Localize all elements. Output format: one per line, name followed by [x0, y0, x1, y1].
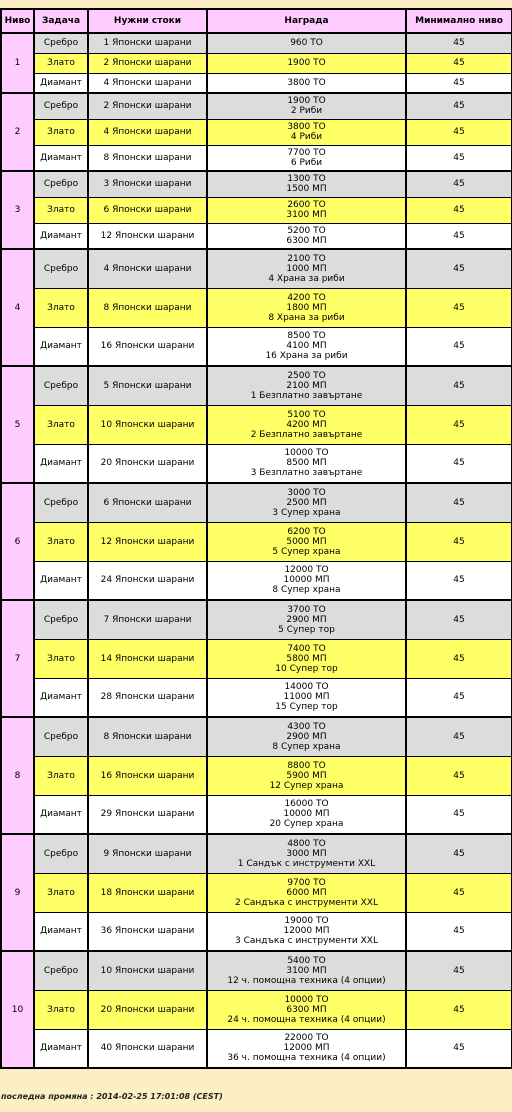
task-tier-gold: Злато: [34, 405, 88, 444]
reward-line: 14000 ТО: [284, 682, 329, 693]
task-tier-silver: Сребро: [34, 834, 88, 873]
header-reward: Награда: [207, 9, 406, 33]
table-body: [1, 33, 512, 1068]
table-row: [1, 1029, 512, 1068]
task-tier-diamond: Диамант: [34, 327, 88, 366]
reward-line: 5000 МП: [286, 536, 327, 547]
reward-cell: [207, 171, 406, 197]
min-level-cell: 45: [406, 444, 512, 483]
reward-line: 5 Супер тор: [278, 624, 335, 635]
reward-line: 6300 МП: [286, 1004, 327, 1015]
task-tier-diamond: Диамант: [34, 145, 88, 171]
table-row: [1, 93, 512, 119]
min-level-cell: 45: [406, 171, 512, 197]
min-level-cell: 45: [406, 145, 512, 171]
rewards-table: [0, 8, 512, 1069]
table-row: [1, 834, 512, 873]
reward-cell: [207, 639, 406, 678]
reward-line: 12000 ТО: [284, 565, 329, 576]
task-tier-silver: Сребро: [34, 600, 88, 639]
min-level-cell: 45: [406, 288, 512, 327]
reward-line: 12000 МП: [283, 926, 330, 937]
required-goods-cell: 10 Японски шарани: [88, 951, 207, 990]
table-row: [1, 223, 512, 249]
required-goods-cell: 8 Японски шарани: [88, 288, 207, 327]
table-row: [1, 145, 512, 171]
required-goods-cell: 20 Японски шарани: [88, 990, 207, 1029]
table-row: [1, 522, 512, 561]
reward-cell: [207, 912, 406, 951]
level-cell: 8: [1, 717, 34, 834]
reward-cell: [207, 327, 406, 366]
reward-cell: [207, 1029, 406, 1068]
required-goods-cell: 12 Японски шарани: [88, 223, 207, 249]
table-row: [1, 171, 512, 197]
required-goods-cell: 10 Японски шарани: [88, 405, 207, 444]
min-level-cell: 45: [406, 717, 512, 756]
reward-line: 5 Супер храна: [272, 546, 341, 557]
reward-line: 6300 МП: [286, 235, 327, 246]
required-goods-cell: 20 Японски шарани: [88, 444, 207, 483]
reward-line: 2100 МП: [286, 380, 327, 391]
required-goods-cell: 28 Японски шарани: [88, 678, 207, 717]
task-tier-gold: Злато: [34, 522, 88, 561]
required-goods-cell: 2 Японски шарани: [88, 93, 207, 119]
reward-line: 16000 ТО: [284, 799, 329, 810]
reward-line: 4 Риби: [290, 132, 323, 142]
reward-cell: [207, 288, 406, 327]
reward-line: 5400 ТО: [287, 955, 326, 966]
min-level-cell: 45: [406, 561, 512, 600]
reward-line: 19000 ТО: [284, 916, 329, 927]
table-row: [1, 678, 512, 717]
level-cell: 6: [1, 483, 34, 600]
task-tier-gold: Злато: [34, 873, 88, 912]
table-row: [1, 288, 512, 327]
task-tier-silver: Сребро: [34, 483, 88, 522]
required-goods-cell: 4 Японски шарани: [88, 119, 207, 145]
required-goods-cell: 3 Японски шарани: [88, 171, 207, 197]
min-level-cell: 45: [406, 951, 512, 990]
level-cell: 10: [1, 951, 34, 1068]
table-row: [1, 717, 512, 756]
task-tier-diamond: Диамант: [34, 561, 88, 600]
reward-line: 6000 МП: [286, 887, 327, 898]
required-goods-cell: 8 Японски шарани: [88, 145, 207, 171]
required-goods-cell: 4 Японски шарани: [88, 249, 207, 288]
required-goods-cell: 16 Японски шарани: [88, 327, 207, 366]
task-tier-diamond: Диамант: [34, 1029, 88, 1068]
min-level-cell: 45: [406, 197, 512, 223]
reward-line: 7400 ТО: [287, 643, 326, 654]
reward-line: 5200 ТО: [287, 225, 326, 236]
required-goods-cell: 4 Японски шарани: [88, 73, 207, 93]
level-cell: 5: [1, 366, 34, 483]
min-level-cell: 45: [406, 405, 512, 444]
reward-line: 2600 ТО: [287, 200, 326, 210]
min-level-cell: 45: [406, 639, 512, 678]
reward-line: 3800 ТО: [287, 77, 326, 88]
reward-line: 12 Супер храна: [269, 780, 344, 791]
required-goods-cell: 6 Японски шарани: [88, 483, 207, 522]
reward-cell: [207, 717, 406, 756]
reward-cell: [207, 223, 406, 249]
last-modified-note: последна промяна : 2014-02-25 17:01:08 (CEST): [1, 1092, 223, 1101]
table-row: [1, 249, 512, 288]
header-goods: Нужни стоки: [88, 9, 207, 33]
required-goods-cell: 2 Японски шарани: [88, 53, 207, 73]
reward-line: 5100 ТО: [287, 409, 326, 420]
min-level-cell: 45: [406, 600, 512, 639]
reward-line: 5900 МП: [286, 770, 327, 781]
reward-line: 8800 ТО: [287, 760, 326, 771]
task-tier-silver: Сребро: [34, 951, 88, 990]
reward-line: 10000 ТО: [284, 994, 329, 1005]
level-cell: 7: [1, 600, 34, 717]
task-tier-gold: Злато: [34, 639, 88, 678]
reward-line: 12 ч. помощна техника (4 опции): [227, 975, 386, 986]
reward-line: 8500 ТО: [287, 331, 326, 342]
reward-cell: [207, 197, 406, 223]
required-goods-cell: 1 Японски шарани: [88, 33, 207, 53]
reward-line: 1 Безплатно завъртане: [250, 390, 363, 401]
reward-line: 1300 ТО: [287, 174, 326, 185]
reward-line: 3 Сандъка с инструменти XXL: [235, 936, 378, 947]
required-goods-cell: 18 Японски шарани: [88, 873, 207, 912]
table-row: [1, 639, 512, 678]
required-goods-cell: 9 Японски шарани: [88, 834, 207, 873]
reward-cell: [207, 73, 406, 93]
reward-line: 4300 ТО: [287, 721, 326, 732]
task-tier-silver: Сребро: [34, 33, 88, 53]
reward-cell: [207, 33, 406, 53]
required-goods-cell: 7 Японски шарани: [88, 600, 207, 639]
table-row: [1, 327, 512, 366]
reward-line: 20 Супер храна: [269, 819, 344, 830]
min-level-cell: 45: [406, 795, 512, 834]
table-row: [1, 366, 512, 405]
reward-line: 3100 МП: [286, 965, 327, 976]
reward-line: 24 ч. помощна техника (4 опции): [227, 1014, 386, 1025]
reward-line: 36 ч. помощна техника (4 опции): [227, 1053, 386, 1064]
reward-line: 8500 МП: [286, 458, 327, 469]
reward-line: 4200 ТО: [287, 292, 326, 303]
reward-line: 22000 ТО: [284, 1033, 329, 1044]
min-level-cell: 45: [406, 366, 512, 405]
min-level-cell: 45: [406, 483, 512, 522]
table-row: [1, 561, 512, 600]
task-tier-diamond: Диамант: [34, 444, 88, 483]
reward-cell: [207, 990, 406, 1029]
reward-line: 4100 МП: [286, 341, 327, 352]
reward-cell: [207, 53, 406, 73]
min-level-cell: 45: [406, 678, 512, 717]
reward-line: 10000 МП: [283, 575, 330, 586]
reward-line: 8 Храна за риби: [268, 312, 345, 323]
task-tier-diamond: Диамант: [34, 223, 88, 249]
level-cell: 2: [1, 93, 34, 171]
reward-line: 11000 МП: [283, 692, 330, 703]
required-goods-cell: 8 Японски шарани: [88, 717, 207, 756]
table-row: [1, 444, 512, 483]
table-row: [1, 33, 512, 53]
reward-cell: [207, 444, 406, 483]
min-level-cell: 45: [406, 33, 512, 53]
min-level-cell: 45: [406, 119, 512, 145]
task-tier-gold: Злато: [34, 990, 88, 1029]
reward-line: 10000 МП: [283, 809, 330, 820]
task-tier-gold: Злато: [34, 53, 88, 73]
level-cell: 4: [1, 249, 34, 366]
table-row: [1, 873, 512, 912]
min-level-cell: 45: [406, 834, 512, 873]
min-level-cell: 45: [406, 249, 512, 288]
min-level-cell: 45: [406, 327, 512, 366]
task-tier-gold: Злато: [34, 756, 88, 795]
reward-line: 5800 МП: [286, 653, 327, 664]
table-row: [1, 53, 512, 73]
required-goods-cell: 36 Японски шарани: [88, 912, 207, 951]
reward-line: 6200 ТО: [287, 526, 326, 537]
reward-line: 4 Храна за риби: [268, 273, 345, 284]
min-level-cell: 45: [406, 53, 512, 73]
reward-cell: [207, 795, 406, 834]
reward-cell: [207, 483, 406, 522]
task-tier-silver: Сребро: [34, 171, 88, 197]
reward-line: 15 Супер тор: [275, 702, 338, 713]
header-task: Задача: [34, 9, 88, 33]
required-goods-cell: 6 Японски шарани: [88, 197, 207, 223]
reward-line: 3800 ТО: [287, 122, 326, 132]
table-row: [1, 73, 512, 93]
min-level-cell: 45: [406, 522, 512, 561]
reward-line: 1800 МП: [286, 302, 327, 313]
reward-line: 960 ТО: [290, 38, 323, 49]
rewards-table-wrapper: [0, 8, 511, 1069]
reward-line: 2 Сандъка с инструменти XXL: [235, 897, 378, 908]
reward-cell: [207, 951, 406, 990]
reward-line: 4200 МП: [286, 419, 327, 430]
reward-line: 2900 МП: [286, 614, 327, 625]
required-goods-cell: 14 Японски шарани: [88, 639, 207, 678]
level-cell: 1: [1, 33, 34, 93]
reward-line: 2900 МП: [286, 731, 327, 742]
task-tier-silver: Сребро: [34, 249, 88, 288]
min-level-cell: 45: [406, 93, 512, 119]
reward-line: 1 Сандък с инструменти XXL: [237, 858, 376, 869]
table-row: [1, 912, 512, 951]
table-row: [1, 483, 512, 522]
table-row: [1, 951, 512, 990]
reward-cell: [207, 119, 406, 145]
reward-line: 10 Супер тор: [275, 663, 338, 674]
reward-line: 12000 МП: [283, 1043, 330, 1054]
reward-line: 3 Безплатно завъртане: [250, 468, 363, 479]
reward-line: 1500 МП: [286, 184, 327, 195]
min-level-cell: 45: [406, 223, 512, 249]
min-level-cell: 45: [406, 873, 512, 912]
reward-line: 4800 ТО: [287, 838, 326, 849]
reward-line: 3000 МП: [286, 848, 327, 859]
reward-line: 8 Супер храна: [272, 741, 341, 752]
reward-line: 16 Храна за риби: [265, 351, 348, 362]
reward-cell: [207, 873, 406, 912]
min-level-cell: 45: [406, 73, 512, 93]
task-tier-silver: Сребро: [34, 366, 88, 405]
task-tier-diamond: Диамант: [34, 795, 88, 834]
reward-cell: [207, 145, 406, 171]
reward-line: 7700 ТО: [287, 147, 326, 158]
reward-line: 2 Безплатно завъртане: [250, 429, 363, 440]
table-row: [1, 119, 512, 145]
header-min-level: Минимално ниво: [406, 9, 512, 33]
task-tier-diamond: Диамант: [34, 912, 88, 951]
reward-cell: [207, 678, 406, 717]
task-tier-diamond: Диамант: [34, 678, 88, 717]
required-goods-cell: 29 Японски шарани: [88, 795, 207, 834]
task-tier-gold: Злато: [34, 288, 88, 327]
reward-line: 6 Риби: [290, 157, 323, 168]
task-tier-diamond: Диамант: [34, 73, 88, 93]
min-level-cell: 45: [406, 1029, 512, 1068]
table-row: [1, 405, 512, 444]
task-tier-silver: Сребро: [34, 717, 88, 756]
reward-cell: [207, 93, 406, 119]
required-goods-cell: 5 Японски шарани: [88, 366, 207, 405]
table-row: [1, 795, 512, 834]
table-row: [1, 600, 512, 639]
required-goods-cell: 16 Японски шарани: [88, 756, 207, 795]
min-level-cell: 45: [406, 990, 512, 1029]
reward-cell: [207, 561, 406, 600]
reward-cell: [207, 756, 406, 795]
reward-line: 3000 ТО: [287, 487, 326, 498]
reward-line: 2500 МП: [286, 497, 327, 508]
reward-line: 3 Супер храна: [272, 507, 341, 518]
table-row: [1, 197, 512, 223]
table-row: [1, 756, 512, 795]
required-goods-cell: 24 Японски шарани: [88, 561, 207, 600]
required-goods-cell: 12 Японски шарани: [88, 522, 207, 561]
required-goods-cell: 40 Японски шарани: [88, 1029, 207, 1068]
reward-cell: [207, 249, 406, 288]
reward-cell: [207, 366, 406, 405]
reward-line: 2500 ТО: [287, 370, 326, 381]
reward-line: 1000 МП: [286, 263, 327, 274]
header-level: Ниво: [1, 9, 34, 33]
reward-cell: [207, 522, 406, 561]
task-tier-gold: Злато: [34, 119, 88, 145]
reward-line: 1900 ТО: [287, 58, 326, 68]
reward-line: 2100 ТО: [287, 253, 326, 264]
reward-cell: [207, 405, 406, 444]
level-cell: 9: [1, 834, 34, 951]
header-row: [1, 9, 512, 33]
task-tier-gold: Злато: [34, 197, 88, 223]
table-row: [1, 990, 512, 1029]
reward-cell: [207, 834, 406, 873]
min-level-cell: 45: [406, 756, 512, 795]
level-cell: 3: [1, 171, 34, 249]
task-tier-silver: Сребро: [34, 93, 88, 119]
min-level-cell: 45: [406, 912, 512, 951]
reward-line: 8 Супер храна: [272, 585, 341, 596]
reward-line: 10000 ТО: [284, 448, 329, 459]
reward-cell: [207, 600, 406, 639]
reward-line: 3700 ТО: [287, 604, 326, 615]
reward-line: 3100 МП: [286, 210, 327, 220]
reward-line: 2 Риби: [290, 106, 323, 117]
reward-line: 1900 ТО: [287, 96, 326, 107]
reward-line: 9700 ТО: [287, 877, 326, 888]
